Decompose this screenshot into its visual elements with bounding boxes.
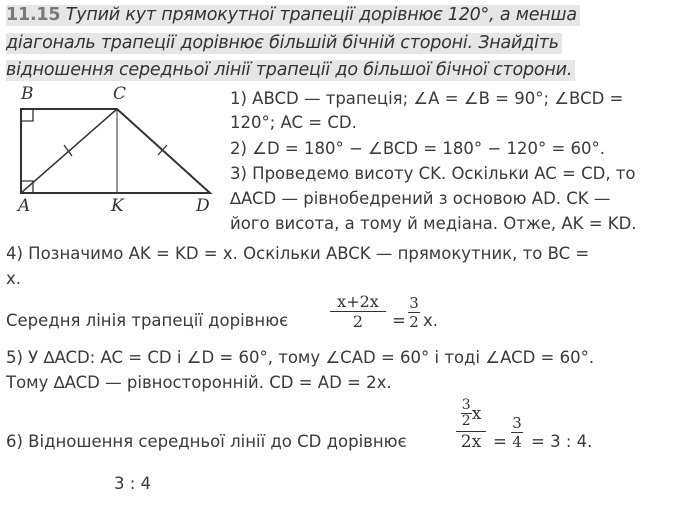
step-5a: 5) У ∆ACD: AC = CD і ∠D = 60°, тому ∠CAD = 60° і тоді ∠ACD = 60°.: [6, 348, 595, 367]
label-k: K: [111, 196, 124, 216]
step-3a: 3) Проведемо висоту CK. Оскільки AC = CD, то: [230, 164, 636, 183]
answer: 3 : 4: [114, 474, 152, 493]
step-3b: ∆ACD — рівнобедрений з основою AD. CK —: [230, 189, 611, 208]
ratio-equals: =: [493, 432, 507, 451]
inner-numerator: 3: [461, 397, 471, 413]
ratio-denominator: 2x: [460, 432, 482, 452]
trapezoid-outline: [21, 109, 210, 193]
step-1a: 1) ABCD — трапеція; ∠A = ∠B = 90°; ∠BCD =: [230, 89, 624, 108]
ratio-tail: = 3 : 4.: [531, 432, 593, 451]
label-a: A: [18, 196, 31, 216]
midline-equals: =: [392, 311, 406, 330]
ratio-variable: x: [471, 403, 482, 424]
ratio-fraction: [456, 398, 486, 452]
problem-number: 11.15: [6, 5, 61, 25]
midline-result-variable: x.: [423, 311, 439, 330]
ratio-result-fraction: [511, 414, 523, 451]
step-4b: x.: [6, 269, 22, 288]
step-6-text: 6) Відношення середньої лінії до CD дорівнює: [6, 432, 407, 451]
label-b: B: [21, 84, 34, 104]
midline-text: Середня лінія трапеції дорівнює: [6, 311, 289, 330]
step-5b: Тому ∆ACD — рівносторонній. CD = AD = 2x.: [6, 373, 392, 392]
midline-result-denominator: 2: [409, 313, 419, 331]
label-d: D: [196, 196, 210, 216]
step-4a: 4) Позначимо AK = KD = x. Оскільки ABCK — прямокутник, то BC =: [6, 244, 590, 263]
problem-line-3: відношення середньої лінії трапеції до більшої бічної сторони.: [6, 60, 575, 80]
step-2: 2) ∠D = 180° − ∠BCD = 180° − 120° = 60°.: [230, 139, 606, 158]
midline-fraction: [330, 292, 386, 331]
ratio-result-numerator: 3: [512, 414, 522, 432]
ratio-numerator: [461, 398, 482, 429]
ratio-result-denominator: 4: [512, 433, 522, 451]
inner-fraction: [461, 398, 472, 429]
problem-line-1: 11.15 Тупий кут прямокутної трапеції дорівнює 120°, а менша: [6, 5, 580, 25]
inner-denominator: 2: [461, 413, 471, 429]
problem-line-2: діагональ трапеції дорівнює більшій бічній стороні. Знайдіть: [6, 33, 562, 53]
midline-result-fraction: [408, 294, 420, 331]
midline-fraction-denominator: 2: [352, 312, 364, 331]
step-3c: його висота, а тому й медіана. Отже, AK = KD.: [230, 214, 637, 233]
right-angle-mark-b: [21, 109, 33, 121]
midline-result-numerator: 3: [409, 294, 419, 312]
step-1b: 120°; AC = CD.: [230, 113, 357, 132]
label-c: C: [113, 84, 127, 104]
midline-fraction-numerator: x+2x: [337, 292, 379, 311]
